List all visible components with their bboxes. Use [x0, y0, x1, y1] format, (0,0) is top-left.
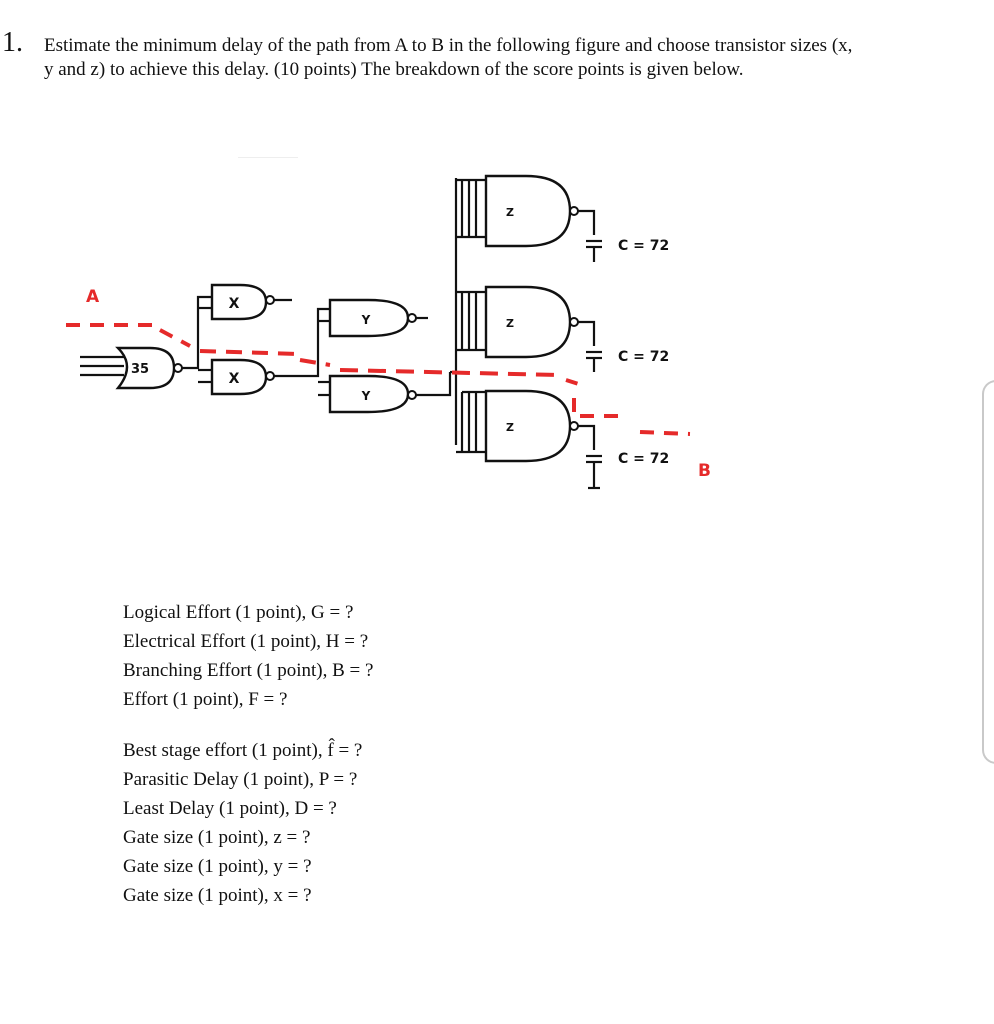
- breakdown-item: Gate size (1 point), x = ?: [123, 885, 312, 906]
- breakdown-item: Branching Effort (1 point), B = ?: [123, 660, 374, 681]
- y-gate-top-label: Y: [361, 313, 371, 327]
- nand-gate-z-bottom: [486, 391, 578, 461]
- x-gate-bottom-label: X: [228, 371, 240, 387]
- breakdown-item: Parasitic Delay (1 point), P = ?: [123, 769, 358, 790]
- score-breakdown-group-2: [123, 736, 362, 910]
- z-gate-bottom-label: Z: [506, 421, 514, 434]
- score-breakdown-group-1: [123, 598, 373, 714]
- breakdown-item: Effort (1 point), F = ?: [123, 689, 288, 710]
- breakdown-item: Gate size (1 point), z = ?: [123, 827, 311, 848]
- nand-gate-y-top: [330, 300, 416, 336]
- input-label-a: A: [86, 287, 100, 307]
- question-number: 1.: [2, 27, 23, 58]
- nand-gate-z-top: [486, 176, 578, 246]
- nand-gate-y-bottom: [330, 376, 416, 412]
- load-label-top: C = 72: [618, 238, 670, 254]
- z-gate-middle-label: Z: [506, 317, 514, 330]
- breakdown-item: Least Delay (1 point), D = ?: [123, 798, 337, 819]
- breakdown-item: Electrical Effort (1 point), H = ?: [123, 631, 369, 652]
- first-gate-size-label: 35: [130, 362, 150, 377]
- breakdown-item: Logical Effort (1 point), G = ?: [123, 602, 354, 623]
- breakdown-item: Best stage effort (1 point), f̂ = ?: [123, 740, 363, 761]
- question-line-1: Estimate the minimum delay of the path from A to B in the following figure and choose transistor sizes (x,: [44, 35, 853, 56]
- question-line-2: y and z) to achieve this delay. (10 points) The breakdown of the score points is given below.: [44, 59, 744, 80]
- nand-gate-x-top: [212, 285, 274, 319]
- side-drawer-handle[interactable]: [982, 380, 994, 764]
- nand-gate-35: [118, 348, 182, 388]
- breakdown-item: Gate size (1 point), y = ?: [123, 856, 312, 877]
- output-label-b: B: [698, 461, 711, 481]
- load-label-middle: C = 72: [618, 349, 670, 365]
- nand-gate-x-bottom: [212, 360, 274, 394]
- z-gate-top-label: Z: [506, 206, 514, 219]
- nand-gate-z-middle: [486, 287, 578, 357]
- load-label-bottom: C = 72: [618, 451, 670, 467]
- x-gate-top-label: X: [228, 296, 240, 312]
- y-gate-bottom-label: Y: [361, 389, 371, 403]
